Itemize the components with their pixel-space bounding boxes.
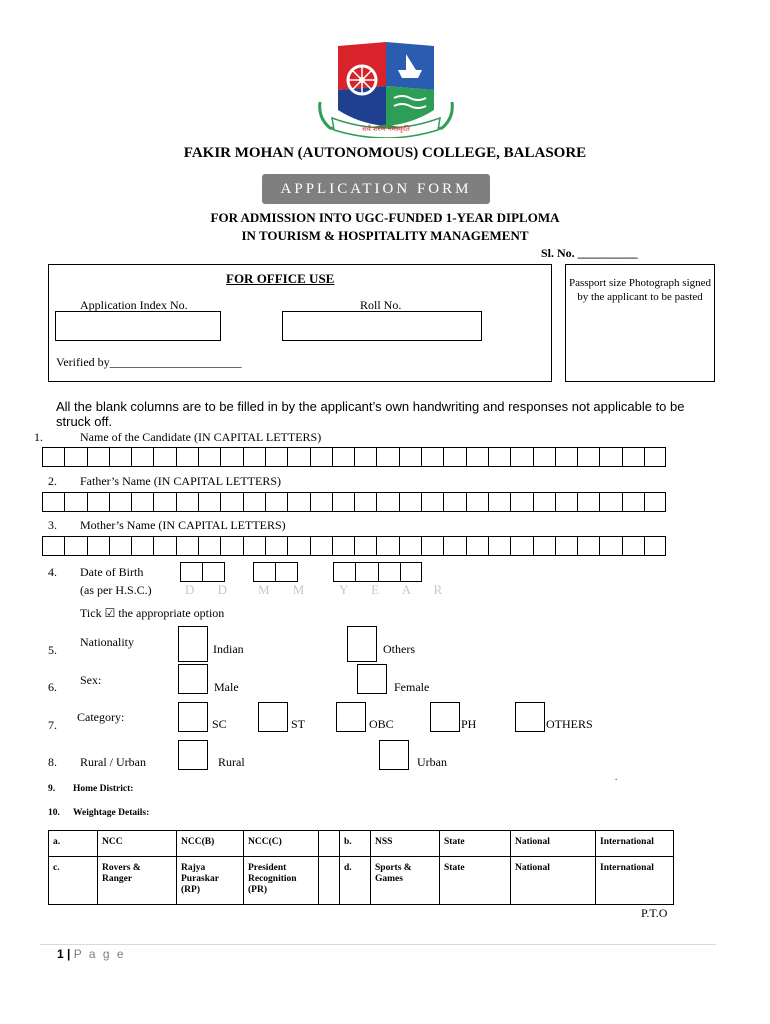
table-cell xyxy=(319,857,340,905)
table-cell: State xyxy=(440,857,511,905)
table-cell: a. xyxy=(49,831,98,857)
table-cell: c. xyxy=(49,857,98,905)
logo-scroll-text: सर्वे शरणं नमस्कृति xyxy=(362,125,410,133)
tick-instruction: Tick ☑ the appropriate option xyxy=(80,606,225,620)
page-label: P a g e xyxy=(73,947,126,961)
field-number-6: 6. xyxy=(48,680,57,694)
rural-checkbox[interactable] xyxy=(178,740,208,770)
dob-month-boxes[interactable] xyxy=(253,562,298,582)
female-label: Female xyxy=(394,680,430,694)
ph-checkbox[interactable] xyxy=(430,702,460,732)
rural-urban-label: Rural / Urban xyxy=(80,755,146,769)
dob-year-hint: Y E A R xyxy=(339,582,453,597)
stray-dot: . xyxy=(615,772,618,782)
field-number-4: 4. xyxy=(48,565,57,579)
urban-label: Urban xyxy=(417,755,447,769)
table-cell: NSS xyxy=(371,831,440,857)
table-cell: International xyxy=(596,831,674,857)
page-separator: | xyxy=(67,947,71,961)
urban-checkbox[interactable] xyxy=(379,740,409,770)
dob-year-boxes[interactable] xyxy=(333,562,422,582)
field-number-3: 3. xyxy=(48,518,57,532)
others-category-checkbox[interactable] xyxy=(515,702,545,732)
field-number-9: 9. xyxy=(48,784,56,794)
male-label: Male xyxy=(214,680,239,694)
form-title-banner: APPLICATION FORM xyxy=(262,174,490,204)
application-index-label: Application Index No. xyxy=(80,298,188,312)
page-number: 1 xyxy=(57,947,64,961)
dob-label: Date of Birth xyxy=(80,565,144,579)
obc-checkbox[interactable] xyxy=(336,702,366,732)
dob-month-hint: M M xyxy=(258,582,315,597)
others-nationality-label: Others xyxy=(383,642,415,656)
field-number-1: 1. xyxy=(34,430,43,444)
table-cell: b. xyxy=(340,831,371,857)
instructions: All the blank columns are to be filled in by the applicant’s own handwriting and responses not applicable to be struck off. xyxy=(56,399,685,429)
page-footer xyxy=(57,947,126,961)
st-checkbox[interactable] xyxy=(258,702,288,732)
others-category-label: OTHERS xyxy=(546,717,593,731)
nationality-label: Nationality xyxy=(80,635,134,649)
subtitle-line-2: IN TOURISM & HOSPITALITY MANAGEMENT xyxy=(241,228,529,243)
indian-checkbox[interactable] xyxy=(178,626,208,662)
roll-number-label: Roll No. xyxy=(360,298,402,312)
father-name-label: Father’s Name (IN CAPITAL LETTERS) xyxy=(80,474,281,488)
mother-name-boxes[interactable] xyxy=(42,536,666,556)
application-index-input[interactable] xyxy=(55,311,221,341)
table-cell: Rajya Puraskar (RP) xyxy=(177,857,244,905)
field-number-7: 7. xyxy=(48,718,57,732)
home-district-label: Home District: xyxy=(73,784,134,794)
college-logo xyxy=(312,40,460,138)
others-nationality-checkbox[interactable] xyxy=(347,626,377,662)
ph-label: PH xyxy=(461,717,477,731)
category-label: Category: xyxy=(77,710,125,724)
sex-label: Sex: xyxy=(80,673,102,687)
table-cell: National xyxy=(511,831,596,857)
field-number-2: 2. xyxy=(48,474,57,488)
father-name-boxes[interactable] xyxy=(42,492,666,512)
table-row xyxy=(49,857,674,905)
field-number-10: 10. xyxy=(48,808,60,818)
female-checkbox[interactable] xyxy=(357,664,387,694)
rural-label: Rural xyxy=(218,755,245,769)
roll-number-input[interactable] xyxy=(282,311,482,341)
table-cell: President Recognition (PR) xyxy=(244,857,319,905)
table-cell: State xyxy=(440,831,511,857)
table-row xyxy=(49,831,674,857)
table-cell: NCC(C) xyxy=(244,831,319,857)
table-cell: NCC(B) xyxy=(177,831,244,857)
office-use-title: FOR OFFICE USE xyxy=(226,271,335,286)
table-cell xyxy=(319,831,340,857)
pto-label: P.T.O xyxy=(641,906,668,920)
serial-number: Sl. No. __________ xyxy=(541,246,638,260)
candidate-name-boxes[interactable] xyxy=(42,447,666,467)
weightage-label: Weightage Details: xyxy=(73,808,150,818)
field-number-5: 5. xyxy=(48,643,57,657)
sc-checkbox[interactable] xyxy=(178,702,208,732)
table-cell: d. xyxy=(340,857,371,905)
footer-divider xyxy=(40,944,716,945)
dob-day-hint: D D xyxy=(185,582,238,597)
table-cell: National xyxy=(511,857,596,905)
dob-day-boxes[interactable] xyxy=(180,562,225,582)
table-cell: Sports & Games xyxy=(371,857,440,905)
college-name: FAKIR MOHAN (AUTONOMOUS) COLLEGE, BALASORE xyxy=(183,145,587,161)
field-number-8: 8. xyxy=(48,755,57,769)
weightage-table xyxy=(48,830,674,905)
photo-instructions: Passport size Photograph signed by the applicant to be pasted xyxy=(568,277,712,303)
table-cell: Rovers & Ranger xyxy=(98,857,177,905)
male-checkbox[interactable] xyxy=(178,664,208,694)
st-label: ST xyxy=(291,717,306,731)
checkbox-icon: ☑ xyxy=(104,606,116,620)
subtitle-line-1: FOR ADMISSION INTO UGC-FUNDED 1-YEAR DIPLOMA xyxy=(210,210,560,225)
indian-label: Indian xyxy=(213,642,244,656)
obc-label: OBC xyxy=(369,717,394,731)
table-cell: International xyxy=(596,857,674,905)
mother-name-label: Mother’s Name (IN CAPITAL LETTERS) xyxy=(80,518,286,532)
candidate-name-label: Name of the Candidate (IN CAPITAL LETTERS) xyxy=(80,430,322,444)
dob-sub-label: (as per H.S.C.) xyxy=(80,583,152,597)
sc-label: SC xyxy=(212,717,227,731)
table-cell: NCC xyxy=(98,831,177,857)
verified-by: Verified by______________________ xyxy=(56,355,242,369)
